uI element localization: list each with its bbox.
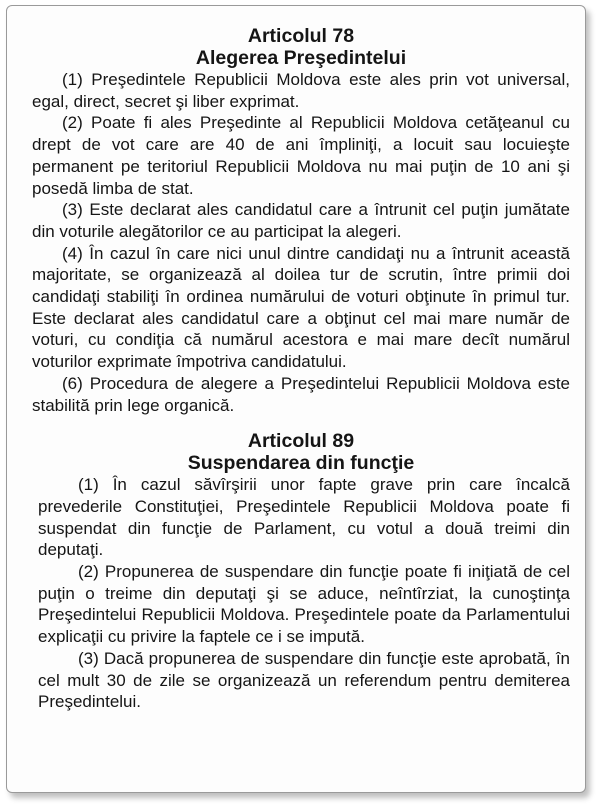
paragraph: (1) Preşedintele Republicii Moldova este ales prin vot universal, egal, direct, secret şi liber exprimat. (32, 70, 570, 111)
paragraph: (4) În cazul în care nici unul dintre candidaţi nu a întrunit această majoritate, se organizează al doilea tur de scrutin, între primii doi candidaţi stabiliţi în ordinea numărului de voturi obţinute în primul tur. Este declarat ales candidatul care a obţinut cel mai mare număr de voturi, cu condiţia că numărul acestora e mai mare decît numărul voturilor exprimate împotriva candidatului. (32, 243, 570, 372)
paragraph: (2) Propunerea de suspendare din funcţie poate fi iniţiată de cel puţin o treime din deputaţi şi se aduce, neîntîrziat, la cunoştinţa Preşedintelui Republicii Moldova. Preşedintele poate da Parlamentului explicaţii cu privire la faptele ce i se impută. (38, 562, 570, 647)
article-title: Alegerea Preşedintelui (195, 47, 407, 69)
paragraph: (3) Este declarat ales candidatul care a întrunit cel puţin jumătate din voturile alegătorilor ce au participat la alegeri. (32, 200, 570, 241)
article-number: Articolul 89 (247, 430, 355, 453)
paragraph: (1) În cazul săvîrşirii unor fapte grave prin care încalcă prevederile Constituţiei, Preşedintele Republicii Moldova poate fi suspendat din funcţie de Parlament, cu votul a două treimi din deputaţi. (38, 475, 570, 560)
document-content (32, 25, 570, 713)
article-78 (32, 25, 570, 416)
paragraph: (2) Poate fi ales Preşedinte al Republicii Moldova cetăţeanul cu drept de vot care are 40 de ani împliniţi, a locuit sau locuieşte permanent pe teritoriul Republicii Moldova nu mai puţin de 10 ani şi posedă limba de stat. (32, 113, 570, 198)
paragraph: (3) Dacă propunerea de suspendare din funcţie este aprobată, în cel mult 30 de zile se organizează un referendum pentru demiterea Preşedintelui. (38, 648, 570, 712)
paragraph: (6) Procedura de alegere a Preşedintelui Republicii Moldova este stabilită prin lege organică. (32, 373, 570, 415)
article-title: Suspendarea din funcţie (187, 452, 415, 475)
article-number: Articolul 78 (247, 25, 355, 47)
article-89 (32, 430, 570, 713)
